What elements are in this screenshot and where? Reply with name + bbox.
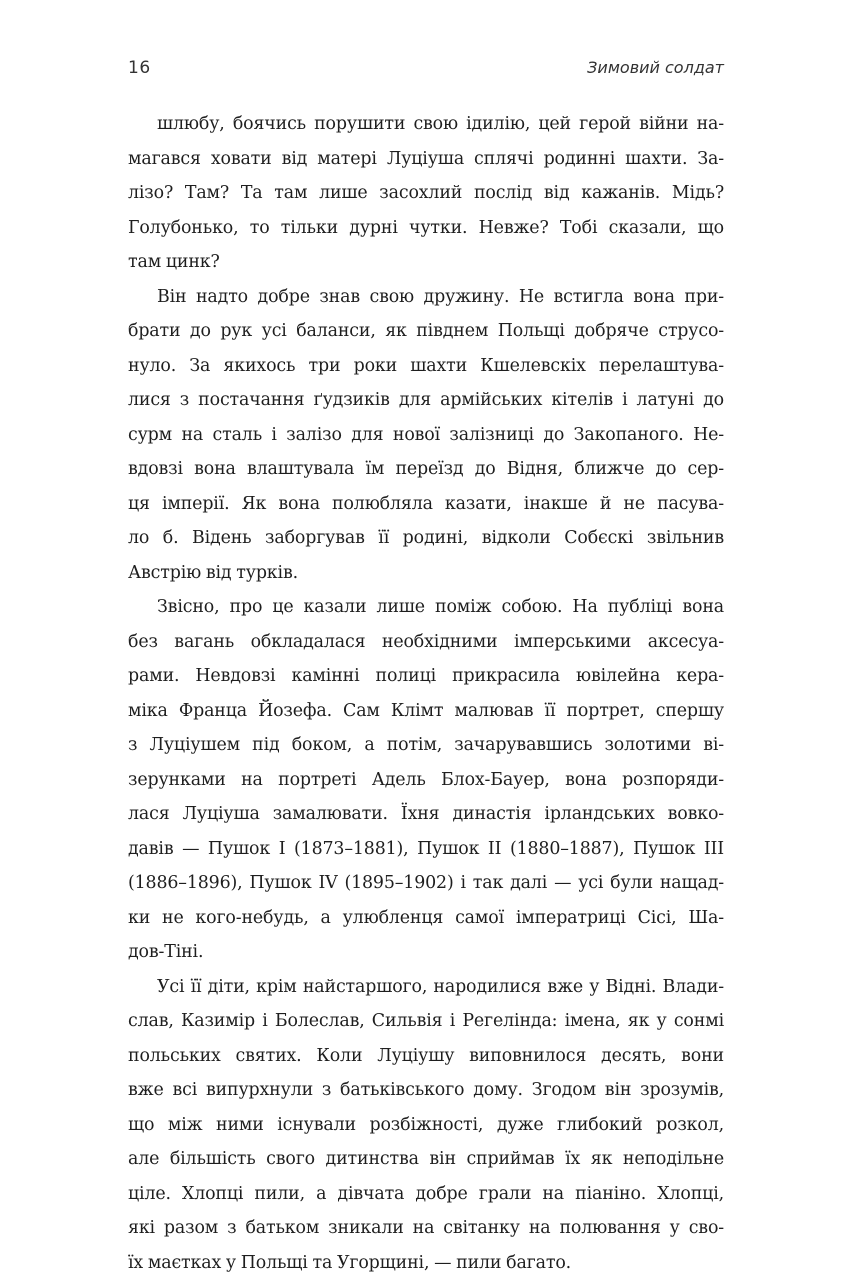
text-line: зерунками на портреті Адель Блох-Бауер, вона розпоряди- <box>128 763 724 798</box>
text-line: сурм на сталь і залізо для нової залізниці до Закопаного. Не- <box>128 418 724 453</box>
text-line: ло б. Відень заборгував її родині, відколи Собєскі звільнив <box>128 521 724 556</box>
text-line: їх маєтках у Польщі та Угорщині, — пили багато. <box>128 1246 724 1280</box>
text-line: ця імперії. Як вона полюбляла казати, інакше й не пасува- <box>128 487 724 522</box>
text-line: шлюбу, боячись порушити свою ідилію, цей герой війни на- <box>128 107 724 142</box>
text-line: що між ними існували розбіжності, дуже глибокий розкол, <box>128 1108 724 1143</box>
page-number: 16 <box>128 58 151 78</box>
text-line: Він надто добре знав свою дружину. Не встигла вона при- <box>128 280 724 315</box>
text-line: польських святих. Коли Луціушу виповнилося десять, вони <box>128 1039 724 1074</box>
text-line: Голубонько, то тільки дурні чутки. Невже? Тобі сказали, що <box>128 211 724 246</box>
text-line: які разом з батьком зникали на світанку на полювання у сво- <box>128 1211 724 1246</box>
text-line: Усі її діти, крім найстаршого, народилися вже у Відні. Влади- <box>128 970 724 1005</box>
text-line: ціле. Хлопці пили, а дівчата добре грали на піаніно. Хлопці, <box>128 1177 724 1212</box>
text-line: Звісно, про це казали лише поміж собою. На публіці вона <box>128 590 724 625</box>
text-line: лася Луціуша замалювати. Їхня династія ірландських вовко- <box>128 797 724 832</box>
text-line: брати до рук усі баланси, як півднем Польщі добряче струсо- <box>128 314 724 349</box>
text-line: лися з постачання ґудзиків для армійських кітелів і латуні до <box>128 383 724 418</box>
text-line: рами. Невдовзі камінні полиці прикрасила ювілейна кера- <box>128 659 724 694</box>
text-line: (1886–1896), Пушок IV (1895–1902) і так далі — усі були нащад- <box>128 866 724 901</box>
paragraph <box>128 970 724 1280</box>
running-header <box>128 58 724 84</box>
text-line: давів — Пушок I (1873–1881), Пушок II (1880–1887), Пушок III <box>128 832 724 867</box>
text-line: без вагань обкладалася необхідними імперськими аксесуа- <box>128 625 724 660</box>
text-line: вдовзі вона влаштувала їм переїзд до Відня, ближче до сер- <box>128 452 724 487</box>
text-line: з Луціушем під боком, а потім, зачарувавшись золотими ві- <box>128 728 724 763</box>
text-line: міка Франца Йозефа. Сам Клімт малював її портрет, спершу <box>128 694 724 729</box>
text-line: слав, Казимір і Болеслав, Сильвія і Регелінда: імена, як у сонмі <box>128 1004 724 1039</box>
text-line: ки не кого-небудь, а улюбленця самої імператриці Сісі, Ша- <box>128 901 724 936</box>
text-line: вже всі випурхнули з батьківського дому. Згодом він зрозумів, <box>128 1073 724 1108</box>
text-line: але більшість свого дитинства він сприймав їх як неподільне <box>128 1142 724 1177</box>
text-line: лізо? Там? Та там лише засохлий послід від кажанів. Мідь? <box>128 176 724 211</box>
text-line: магався ховати від матері Луціуша сплячі родинні шахти. За- <box>128 142 724 177</box>
text-line: нуло. За якихось три роки шахти Кшелевскіх перелаштува- <box>128 349 724 384</box>
paragraph <box>128 590 724 970</box>
text-line: там цинк? <box>128 245 724 280</box>
running-title: Зимовий солдат <box>587 58 724 77</box>
paragraph <box>128 107 724 280</box>
paragraph <box>128 280 724 591</box>
body-text <box>128 107 724 1280</box>
text-line: Австрію від турків. <box>128 556 724 591</box>
text-line: дов-Тіні. <box>128 935 724 970</box>
